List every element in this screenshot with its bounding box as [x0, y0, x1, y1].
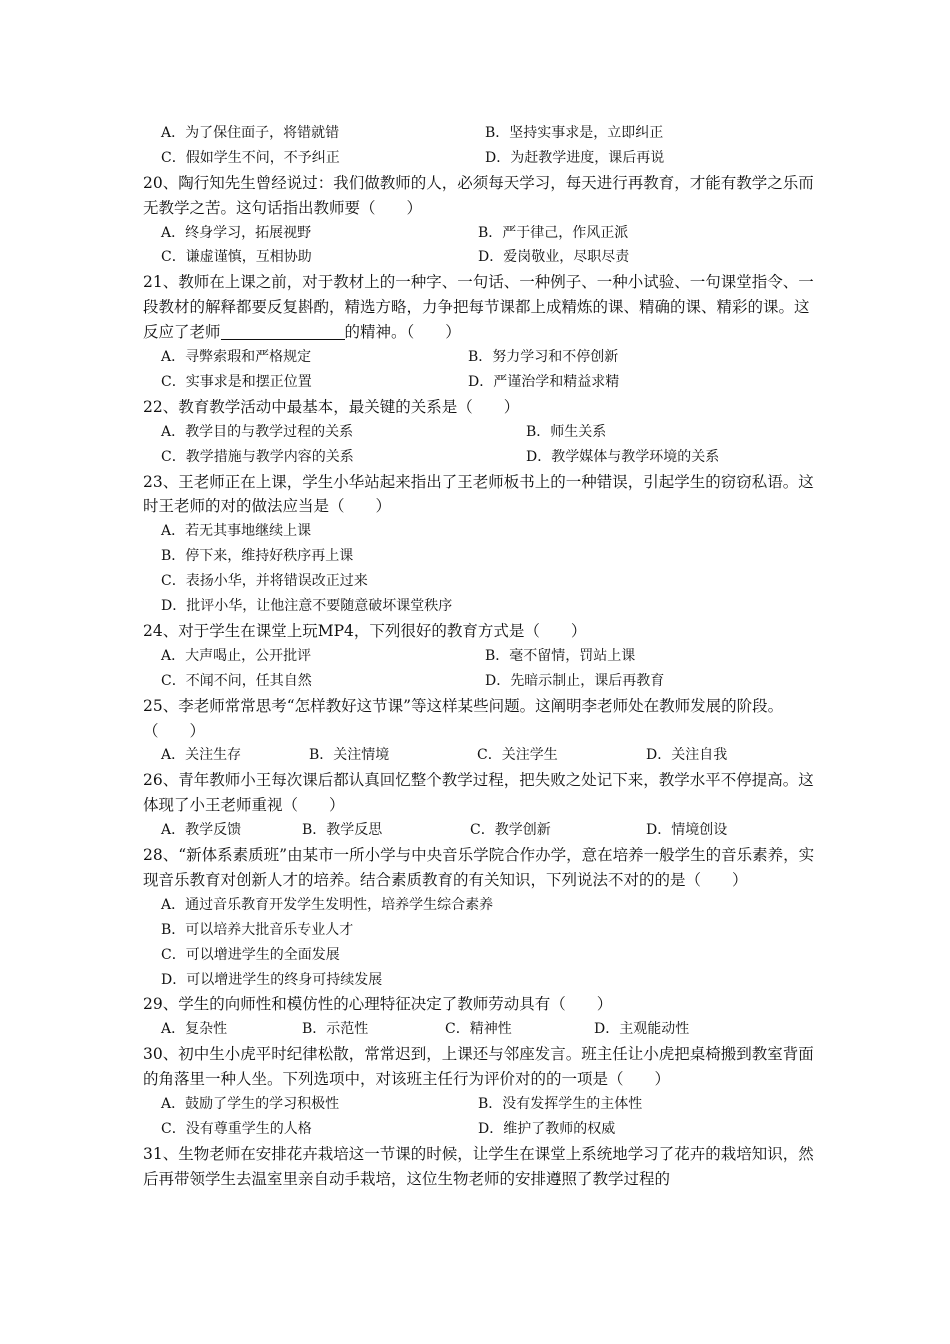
option-row [143, 669, 815, 694]
option-b: B．教学反思 [302, 822, 383, 839]
question-stem: 30、初中生小虎平时纪律松散，常常迟到，上课还与邻座发言。班主任让小虎把桌椅搬到教室背面的角落里一种人坐。下列选项中，对该班主任行为评价对的的一项是（ ） [143, 1045, 814, 1089]
question-stem: 31、生物老师在安排花卉栽培这一节课的时候，让学生在课堂上系统地学习了花卉的栽培知识，然后再带领学生去温室里亲自动手栽培，这位生物老师的安排遵照了教学过程的 [143, 1144, 814, 1188]
option-c: C．实事求是和摆正位置 [161, 373, 312, 390]
question-29 [143, 992, 815, 1042]
option-c: C．可以增进学生的全面发展 [161, 946, 340, 963]
option-a: A．复杂性 [161, 1021, 228, 1038]
option-d: D．主观能动性 [594, 1021, 690, 1038]
option-b: B．停下来，维持好秩序再上课 [161, 548, 354, 565]
option-row [143, 1092, 815, 1117]
question-stem: 28、“新体系素质班”由某市一所小学与中央音乐学院合作办学，意在培养一般学生的音乐素养，实现音乐教育对创新人才的培养。结合素质教育的有关知识，下列说法不对的的是（ ） [143, 846, 815, 889]
option-d: D．情境创设 [646, 822, 728, 839]
option-row [143, 146, 815, 171]
option-a: A．鼓励了学生的学习积极性 [161, 1096, 340, 1113]
option-a: A．教学反馈 [161, 822, 242, 839]
option-b: B．示范性 [302, 1021, 369, 1038]
question-stem: 22、教育教学活动中最基本，最关键的关系是（ ） [143, 397, 520, 416]
question-22 [143, 395, 815, 470]
question-21 [143, 270, 815, 395]
option-a: A．为了保住面子，将错就错 [161, 125, 340, 141]
option-row [143, 121, 815, 146]
option-row [143, 221, 815, 246]
question-19-continued [143, 121, 815, 171]
option-c: C．假如学生不问，不予纠正 [161, 149, 340, 166]
option-row [143, 245, 815, 270]
option-c: C．教学措施与教学内容的关系 [161, 448, 354, 465]
question-stem: 26、青年教师小王每次课后都认真回忆整个教学过程，把失败之处记下来，教学水平不停提高。这体现了小王老师重视（ ） [143, 771, 814, 815]
question-23 [143, 470, 815, 619]
option-b: B．严于律己，作风正派 [478, 224, 629, 241]
option-a: A．通过音乐教育开发学生发明性，培养学生综合素养 [161, 896, 494, 913]
question-stem: 24、对于学生在课堂上玩MP4，下列很好的教育方式是（ ） [143, 621, 587, 640]
answer-blank [221, 323, 345, 340]
option-d: D．为赶教学进度，课后再说 [485, 149, 665, 166]
option-b: B．关注情境 [309, 747, 390, 764]
question-28 [143, 843, 815, 992]
option-b: B．师生关系 [526, 423, 607, 440]
question-31 [143, 1142, 815, 1192]
option-c: C．没有尊重学生的人格 [161, 1120, 312, 1137]
question-30 [143, 1042, 815, 1142]
option-d: D．教学媒体与教学环境的关系 [526, 448, 720, 465]
option-d: D．维护了教师的权威 [478, 1120, 616, 1137]
question-25 [143, 694, 815, 769]
option-row [143, 644, 815, 669]
question-stem: 23、王老师正在上课，学生小华站起来指出了王老师板书上的一种错误，引起学生的窃窃私语。这时王老师的对的做法应当是（ ） [143, 472, 814, 516]
question-stem: 25、李老师常常思考“怎样教好这节课”等这样某些问题。这阐明李老师处在教师发展的阶段。（ ） [143, 696, 784, 740]
option-c: C．精神性 [445, 1021, 512, 1038]
option-row [143, 1017, 815, 1042]
option-row [143, 1117, 815, 1142]
option-a: A．终身学习，拓展视野 [161, 224, 312, 241]
option-row [143, 818, 815, 843]
option-b: B．努力学习和不停创新 [468, 349, 619, 366]
option-d: D．严谨治学和精益求精 [468, 373, 620, 390]
question-stem: 20、陶行知先生曾经说过：我们做教师的人，必须每天学习，每天进行再教育，才能有教学之乐而无教学之苦。这句话指出教师要（ ） [143, 173, 814, 217]
option-b: B．毫不留情，罚站上课 [485, 647, 636, 664]
question-24 [143, 619, 815, 694]
question-stem [143, 270, 815, 345]
option-c: C．不闻不问，任其自然 [161, 672, 312, 689]
option-row [143, 370, 815, 395]
option-row [143, 445, 815, 470]
option-c: C．谦虚谨慎，互相协助 [161, 249, 312, 266]
question-stem: 29、学生的向师性和模仿性的心理特征决定了教师劳动具有（ ） [143, 995, 613, 1014]
option-a: A．教学目的与教学过程的关系 [161, 423, 354, 440]
option-c: C．表扬小华，并将错误改正过来 [161, 573, 368, 590]
option-b: B．没有发挥学生的主体性 [478, 1096, 643, 1113]
option-c: C．教学创新 [470, 822, 551, 839]
option-b: B．可以培养大批音乐专业人才 [161, 921, 354, 938]
option-a: A．大声喝止，公开批评 [161, 647, 312, 664]
option-c: C．关注学生 [477, 747, 558, 764]
option-d: D．先暗示制止，课后再教育 [485, 672, 665, 689]
option-d: D．关注自我 [646, 747, 728, 764]
option-row [143, 345, 815, 370]
question-stem-part: 21、教师在上课之前，对于教材上的一种字、一句话、一种例子、一种小试验、一句课堂指令、一段教材的解释都要反复斟酌，精选方略，力争把每节课都上成精炼的课、精确的课、精彩的课。这反应了老师 [143, 273, 814, 342]
option-row [143, 420, 815, 445]
option-a: A．寻弊索瑕和严格规定 [161, 349, 312, 366]
question-26 [143, 768, 815, 843]
option-a: A．关注生存 [161, 747, 242, 764]
option-d: D．批评小华，让他注意不要随意破坏课堂秩序 [161, 598, 453, 615]
option-a: A．若无其事地继续上课 [161, 523, 312, 540]
question-stem-part: 的精神。（ ） [344, 323, 461, 342]
option-b: B．坚持实事求是，立即纠正 [485, 125, 664, 141]
option-d: D．爱岗敬业，尽职尽责 [478, 249, 630, 266]
option-d: D．可以增进学生的终身可持续发展 [161, 971, 383, 988]
question-list [143, 121, 815, 1192]
question-20 [143, 171, 815, 271]
option-row [143, 743, 815, 768]
